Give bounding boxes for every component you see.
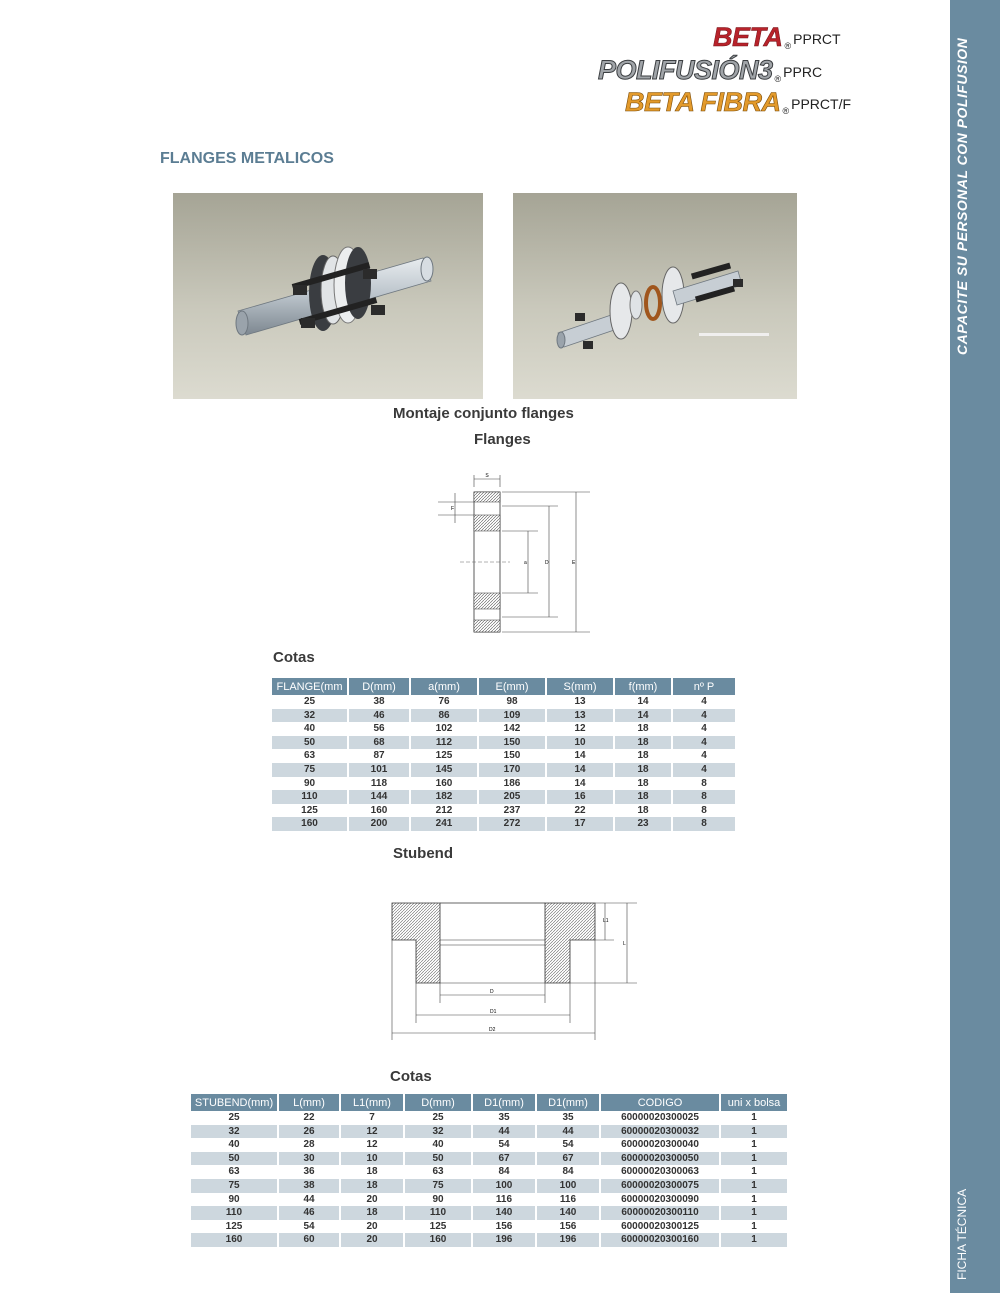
table-cell: 60000020300125	[601, 1220, 719, 1234]
table-cell: 46	[349, 709, 409, 723]
table-cell: 186	[479, 777, 545, 791]
table-cell: 60000020300032	[601, 1125, 719, 1139]
table-cell: 90	[405, 1193, 471, 1207]
table-cell: 116	[537, 1193, 599, 1207]
table-cell: 20	[341, 1233, 403, 1247]
table-cell: 1	[721, 1138, 787, 1152]
table-cell: 14	[615, 695, 671, 709]
table-cell: 125	[405, 1220, 471, 1234]
table-cell: 12	[341, 1138, 403, 1152]
column-header: a(mm)	[411, 678, 477, 695]
table-cell: 60000020300075	[601, 1179, 719, 1193]
table-cell: 12	[341, 1125, 403, 1139]
table-cell: 118	[349, 777, 409, 791]
table-cell: 110	[272, 790, 347, 804]
table-cell: 170	[479, 763, 545, 777]
table-cell: 16	[547, 790, 613, 804]
table-cell: 160	[411, 777, 477, 791]
section-title-stubend: Stubend	[393, 845, 453, 862]
table-cell: 196	[537, 1233, 599, 1247]
table-cell: 116	[473, 1193, 535, 1207]
column-header: E(mm)	[479, 678, 545, 695]
table-cell: 60000020300160	[601, 1233, 719, 1247]
column-header: f(mm)	[615, 678, 671, 695]
table-cell: 98	[479, 695, 545, 709]
table-cell: 1	[721, 1125, 787, 1139]
brand-name: BETA FIBRA	[625, 87, 781, 117]
table-cell: 32	[272, 709, 347, 723]
table-row	[272, 817, 735, 831]
table-cell: 63	[272, 749, 347, 763]
dim-label-l1: L1	[603, 918, 609, 924]
table-cell: 4	[673, 722, 735, 736]
table-row	[191, 1233, 787, 1247]
table-cell: 75	[405, 1179, 471, 1193]
flanges-dimensions-table	[270, 678, 737, 831]
dim-label-d: D	[545, 560, 549, 566]
table-header-row	[272, 678, 735, 695]
table-cell: 1	[721, 1220, 787, 1234]
table-cell: 50	[405, 1152, 471, 1166]
table-cell: 36	[279, 1165, 339, 1179]
table-cell: 10	[547, 736, 613, 750]
table-cell: 1	[721, 1152, 787, 1166]
column-header: nº P	[673, 678, 735, 695]
table-cell: 110	[405, 1206, 471, 1220]
table-cell: 44	[473, 1125, 535, 1139]
table-cell: 156	[473, 1220, 535, 1234]
table-cell: 60000020300025	[601, 1111, 719, 1125]
brand-name: BETA	[713, 22, 783, 52]
table-cell: 22	[547, 804, 613, 818]
table-cell: 63	[191, 1165, 277, 1179]
table-cell: 20	[341, 1220, 403, 1234]
table-row	[272, 736, 735, 750]
table-cell: 18	[341, 1206, 403, 1220]
table-cell: 18	[615, 763, 671, 777]
table-cell: 38	[349, 695, 409, 709]
dim-label-l: L	[623, 941, 626, 947]
dim-label-d2: D2	[489, 1027, 496, 1033]
table-cell: 4	[673, 736, 735, 750]
flanges-table-body	[272, 695, 735, 831]
table-cell: 60000020300050	[601, 1152, 719, 1166]
sidebar-slogan: CAPACITE SU PERSONAL CON POLIFUSION	[954, 37, 970, 355]
table-cell: 60000020300090	[601, 1193, 719, 1207]
table-row	[191, 1138, 787, 1152]
table-cell: 101	[349, 763, 409, 777]
table-cell: 26	[279, 1125, 339, 1139]
table-cell: 142	[479, 722, 545, 736]
dim-label-d1: D1	[490, 1009, 497, 1015]
table-cell: 160	[272, 817, 347, 831]
table-cell: 75	[191, 1179, 277, 1193]
cotas-label-flanges: Cotas	[273, 649, 315, 666]
table-cell: 145	[411, 763, 477, 777]
table-cell: 44	[537, 1125, 599, 1139]
cotas-label-stubend: Cotas	[390, 1068, 432, 1085]
table-row	[272, 709, 735, 723]
table-cell: 50	[191, 1152, 277, 1166]
table-cell: 1	[721, 1233, 787, 1247]
table-cell: 44	[279, 1193, 339, 1207]
dim-label-e: E	[572, 560, 576, 566]
column-header: CODIGO	[601, 1094, 719, 1111]
table-cell: 38	[279, 1179, 339, 1193]
table-cell: 76	[411, 695, 477, 709]
brand-name: POLIFUSIÓN3	[598, 55, 773, 85]
table-cell: 10	[341, 1152, 403, 1166]
table-cell: 90	[191, 1193, 277, 1207]
table-row	[191, 1179, 787, 1193]
table-cell: 18	[615, 777, 671, 791]
table-cell: 25	[405, 1111, 471, 1125]
table-cell: 241	[411, 817, 477, 831]
table-cell: 4	[673, 749, 735, 763]
table-cell: 8	[673, 790, 735, 804]
table-cell: 67	[473, 1152, 535, 1166]
registered-mark: ®	[784, 41, 792, 51]
table-cell: 125	[272, 804, 347, 818]
table-cell: 200	[349, 817, 409, 831]
table-row	[191, 1165, 787, 1179]
table-row	[272, 790, 735, 804]
table-row	[191, 1220, 787, 1234]
table-cell: 102	[411, 722, 477, 736]
table-cell: 272	[479, 817, 545, 831]
brand-logo-beta-fibra	[625, 87, 851, 118]
table-cell: 212	[411, 804, 477, 818]
table-cell: 50	[272, 736, 347, 750]
table-row	[272, 777, 735, 791]
table-cell: 13	[547, 709, 613, 723]
column-header: S(mm)	[547, 678, 613, 695]
table-cell: 196	[473, 1233, 535, 1247]
table-cell: 60	[279, 1233, 339, 1247]
table-cell: 109	[479, 709, 545, 723]
table-cell: 84	[537, 1165, 599, 1179]
table-cell: 18	[615, 804, 671, 818]
table-cell: 156	[537, 1220, 599, 1234]
dim-label-a: a	[524, 560, 527, 566]
table-cell: 28	[279, 1138, 339, 1152]
photo-flange-exploded	[513, 193, 797, 399]
table-cell: 22	[279, 1111, 339, 1125]
table-cell: 40	[405, 1138, 471, 1152]
table-cell: 87	[349, 749, 409, 763]
table-cell: 12	[547, 722, 613, 736]
table-cell: 30	[279, 1152, 339, 1166]
table-row	[272, 763, 735, 777]
table-cell: 1	[721, 1165, 787, 1179]
table-cell: 25	[272, 695, 347, 709]
table-row	[272, 749, 735, 763]
brand-logo-polifusion3	[598, 55, 822, 86]
table-cell: 67	[537, 1152, 599, 1166]
table-cell: 140	[473, 1206, 535, 1220]
table-cell: 32	[191, 1125, 277, 1139]
column-header: L1(mm)	[341, 1094, 403, 1111]
table-cell: 56	[349, 722, 409, 736]
table-cell: 140	[537, 1206, 599, 1220]
table-cell: 144	[349, 790, 409, 804]
table-row	[191, 1206, 787, 1220]
table-cell: 40	[272, 722, 347, 736]
table-row	[272, 695, 735, 709]
photo-flange-assembled	[173, 193, 483, 399]
table-cell: 160	[405, 1233, 471, 1247]
table-cell: 25	[191, 1111, 277, 1125]
table-cell: 8	[673, 777, 735, 791]
stubend-technical-drawing	[352, 890, 652, 1060]
table-cell: 14	[547, 763, 613, 777]
table-cell: 40	[191, 1138, 277, 1152]
table-cell: 14	[547, 749, 613, 763]
table-cell: 90	[272, 777, 347, 791]
table-cell: 17	[547, 817, 613, 831]
section-title-flanges: Flanges	[474, 431, 531, 448]
table-cell: 150	[479, 736, 545, 750]
table-cell: 4	[673, 695, 735, 709]
table-cell: 14	[615, 709, 671, 723]
table-cell: 18	[341, 1179, 403, 1193]
table-cell: 18	[615, 722, 671, 736]
sidebar-doc-type: FICHA TÉCNICA	[955, 1188, 969, 1280]
table-cell: 4	[673, 709, 735, 723]
table-cell: 18	[615, 736, 671, 750]
table-cell: 20	[341, 1193, 403, 1207]
table-row	[191, 1125, 787, 1139]
table-cell: 35	[473, 1111, 535, 1125]
stubend-table-body	[191, 1111, 787, 1247]
table-cell: 100	[473, 1179, 535, 1193]
table-cell: 35	[537, 1111, 599, 1125]
brand-suffix: PPRCT/F	[791, 96, 852, 112]
table-cell: 160	[191, 1233, 277, 1247]
column-header: D1(mm)	[473, 1094, 535, 1111]
table-cell: 205	[479, 790, 545, 804]
table-cell: 32	[405, 1125, 471, 1139]
column-header: D(mm)	[405, 1094, 471, 1111]
page-title: FLANGES METALICOS	[160, 150, 334, 167]
dim-label-f: F	[451, 506, 455, 512]
table-cell: 1	[721, 1193, 787, 1207]
brand-suffix: PPRC	[783, 64, 823, 80]
table-cell: 8	[673, 817, 735, 831]
table-cell: 18	[615, 790, 671, 804]
table-cell: 18	[615, 749, 671, 763]
photo-caption: Montaje conjunto flanges	[393, 405, 574, 422]
brand-logo-beta	[713, 22, 841, 53]
table-cell: 100	[537, 1179, 599, 1193]
table-row	[272, 804, 735, 818]
table-cell: 84	[473, 1165, 535, 1179]
table-row	[272, 722, 735, 736]
flange-technical-drawing	[430, 465, 595, 635]
table-cell: 23	[615, 817, 671, 831]
column-header: FLANGE(mm	[272, 678, 347, 695]
table-cell: 1	[721, 1111, 787, 1125]
column-header: D1(mm)	[537, 1094, 599, 1111]
table-row	[191, 1193, 787, 1207]
table-cell: 150	[479, 749, 545, 763]
table-header-row	[191, 1094, 787, 1111]
table-cell: 46	[279, 1206, 339, 1220]
table-cell: 125	[411, 749, 477, 763]
table-cell: 13	[547, 695, 613, 709]
table-cell: 112	[411, 736, 477, 750]
registered-mark: ®	[774, 74, 782, 84]
table-cell: 86	[411, 709, 477, 723]
table-cell: 182	[411, 790, 477, 804]
table-cell: 1	[721, 1179, 787, 1193]
table-row	[191, 1111, 787, 1125]
table-cell: 63	[405, 1165, 471, 1179]
table-cell: 54	[279, 1220, 339, 1234]
table-cell: 75	[272, 763, 347, 777]
table-cell: 125	[191, 1220, 277, 1234]
column-header: uni x bolsa	[721, 1094, 787, 1111]
dim-label-s: S	[485, 473, 489, 479]
brand-suffix: PPRCT	[793, 31, 841, 47]
table-cell: 8	[673, 804, 735, 818]
table-cell: 60000020300063	[601, 1165, 719, 1179]
table-cell: 237	[479, 804, 545, 818]
table-cell: 60000020300040	[601, 1138, 719, 1152]
table-row	[191, 1152, 787, 1166]
table-cell: 14	[547, 777, 613, 791]
table-cell: 18	[341, 1165, 403, 1179]
table-cell: 54	[537, 1138, 599, 1152]
table-cell: 1	[721, 1206, 787, 1220]
column-header: STUBEND(mm)	[191, 1094, 277, 1111]
stubend-dimensions-table	[189, 1094, 789, 1247]
table-cell: 68	[349, 736, 409, 750]
table-cell: 160	[349, 804, 409, 818]
registered-mark: ®	[782, 106, 790, 116]
column-header: D(mm)	[349, 678, 409, 695]
dim-label-d: D	[490, 989, 494, 995]
table-cell: 60000020300110	[601, 1206, 719, 1220]
column-header: L(mm)	[279, 1094, 339, 1111]
table-cell: 54	[473, 1138, 535, 1152]
table-cell: 110	[191, 1206, 277, 1220]
table-cell: 4	[673, 763, 735, 777]
table-cell: 7	[341, 1111, 403, 1125]
